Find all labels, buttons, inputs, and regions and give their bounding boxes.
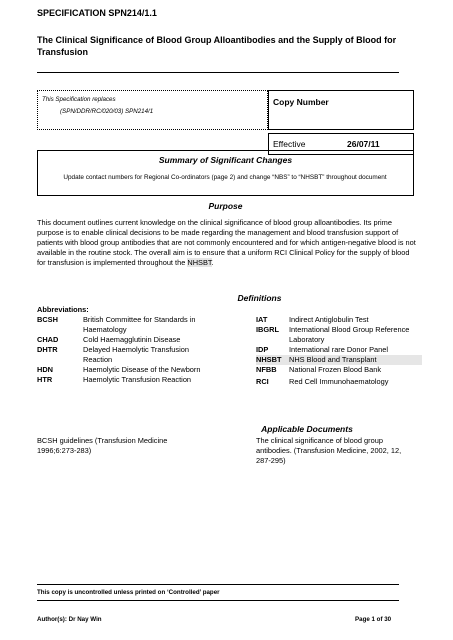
document-title: The Clinical Significance of Blood Group Alloantibodies and the Supply of Blood for Transfusion <box>37 35 397 57</box>
definition-abbr: NHSBT <box>256 355 282 364</box>
definition-abbr: IDP <box>256 345 269 354</box>
page-number: Page 1 of 30 <box>355 616 392 623</box>
definition-abbr: CHAD <box>37 335 59 344</box>
applicable-doc-left: BCSH guidelines (Transfusion Medicine 1996;6:273-283) <box>37 436 168 455</box>
definition-desc: Red Cell Immunohaematology <box>289 377 389 386</box>
definition-desc: National Frozen Blood Bank <box>289 365 382 374</box>
definition-desc: Haemolytic Disease of the Newborn <box>83 365 201 374</box>
replaces-label: This Specification replaces <box>42 96 116 103</box>
replaces-codes: (SPN/DDR/RC/020/03) SPN214/1 <box>60 108 154 115</box>
definition-desc: Haemolytic Transfusion Reaction <box>83 375 192 384</box>
definition-item-highlighted <box>256 355 422 365</box>
definition-abbr: IBGRL <box>256 325 279 334</box>
copy-number-label: Copy Number <box>273 97 329 107</box>
definition-desc: Indirect Antiglobulin Test <box>289 315 369 324</box>
definition-abbr: RCI <box>256 377 269 386</box>
definition-abbr: NFBB <box>256 365 277 374</box>
applicable-documents-heading: Applicable Documents <box>261 424 353 434</box>
effective-date: 26/07/11 <box>347 139 380 149</box>
definition-desc: Delayed Haemolytic Transfusion Reaction <box>83 345 189 364</box>
definition-desc: British Committee for Standards in Haematology <box>83 315 196 334</box>
abbreviations-label: Abbreviations: <box>37 305 89 314</box>
footer-divider-bottom <box>37 600 399 601</box>
definition-desc: International Blood Group Reference Laboratory <box>289 325 410 344</box>
summary-text: Update contact numbers for Regional Co-ordinators (page 2) and change “NBS” to “NHSBT” throughout document <box>63 174 387 181</box>
title-divider <box>37 72 399 73</box>
applicable-doc-right: The clinical significance of blood group antibodies. (Transfusion Medicine, 2002, 12, 287-295) <box>256 436 402 465</box>
purpose-highlight: NHSBT <box>187 258 212 267</box>
definition-abbr: HDN <box>37 365 54 374</box>
purpose-text-end: . <box>211 258 214 267</box>
definition-abbr: BCSH <box>37 315 58 324</box>
uncontrolled-notice: This copy is uncontrolled unless printed on ‘Controlled’ paper <box>37 589 220 596</box>
definition-desc: NHS Blood and Transplant <box>289 355 377 364</box>
summary-heading: Summary of Significant Changes <box>158 155 293 165</box>
definition-abbr: HTR <box>37 375 53 384</box>
purpose-text-main: This document outlines current knowledge on the clinical significance of blood group alloantibodies. Its prime purpose is to enable clinical decisions to be made regarding the management and blood transfusion support of patients with blood group antibodies that are not commonly encountered and for which antigen-negative blood is not available in the routine stock. The overall aim is to ensure that a uniform RCI Clinical Policy for the supply of blood for transfusion is implemented throughout the <box>37 218 416 267</box>
spec-id: SPECIFICATION SPN214/1.1 <box>37 8 157 18</box>
definition-abbr: IAT <box>256 315 268 324</box>
definition-desc: International rare Donor Panel <box>289 345 389 354</box>
definition-abbr: DHTR <box>37 345 58 354</box>
copy-number-box <box>268 90 414 130</box>
purpose-text <box>37 218 417 268</box>
footer-divider-top <box>37 584 399 585</box>
definitions-heading: Definitions <box>237 293 282 303</box>
author: Author(s): Dr Nay Win <box>37 616 102 623</box>
definition-desc: Cold Haemagglutinin Disease <box>83 335 181 344</box>
purpose-heading: Purpose <box>208 201 243 211</box>
effective-label: Effective <box>273 139 306 149</box>
